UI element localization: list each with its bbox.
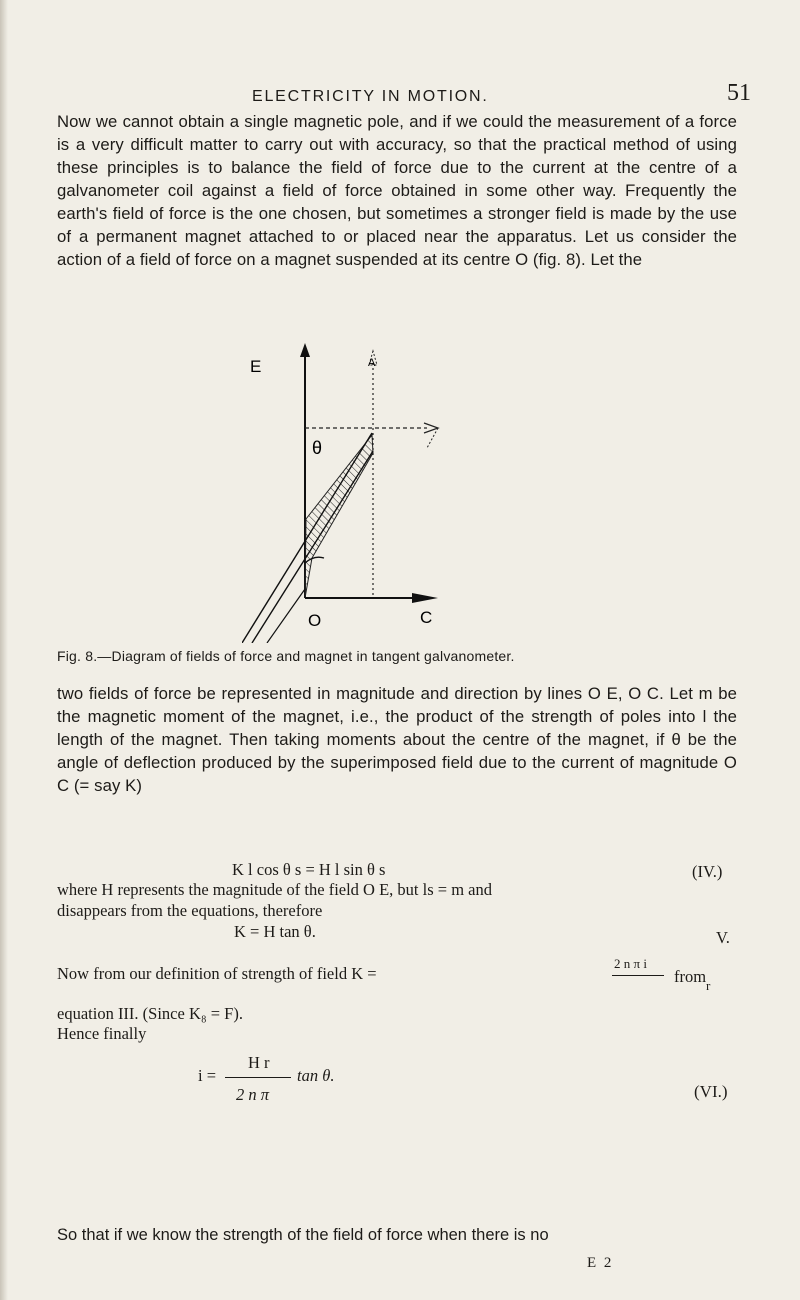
magnet-hatched <box>305 435 373 598</box>
label-theta: θ <box>312 438 323 458</box>
figure-8-diagram <box>242 343 512 643</box>
fraction-k-numerator: 2 n π i <box>614 956 647 971</box>
page-number: 51 <box>727 80 751 106</box>
equation-vi-numerator: H r <box>248 1053 270 1072</box>
running-title: ELECTRICITY IN MOTION. <box>252 88 489 105</box>
arrow-c <box>412 593 438 603</box>
equation-v: K = H tan θ. <box>234 922 316 941</box>
equation-vi-denominator: 2 n π <box>236 1085 270 1104</box>
paragraph-2: two fields of force be represented in magnitude and direction by lines O E, O C. Let m be the magnetic moment of the magnet, i.e., the product of the strength of poles into l the length of the magnet. Then taking moments about the centre of the magnet, if θ be the angle of deflection produced by the superimposed field due to the current of magnitude O C (= say K) <box>57 684 737 795</box>
equation-vi-number: (VI.) <box>694 1082 728 1101</box>
equation-vi-rhs: tan θ. <box>297 1066 335 1085</box>
line-now: Now from our definition of strength of field K = <box>57 964 377 983</box>
paragraph-1: Now we cannot obtain a single magnetic pole, and if we could the measurement of a force is a very difficult matter to carry out with accuracy, so that the practical method of using these principles is to balance the field of force due to the current at the centre of a galvanometer coil against a field of force obtained in some other way. Frequently the earth's field of force is the one chosen, but sometimes a stronger field is made by the use of a permanent magnet attached to or placed near the apparatus. Let us consider the action of a field of force on a magnet suspended at its centre O (fig. 8). Let the <box>57 112 737 269</box>
line-equation-iii: equation III. (Since K₈ = F). <box>57 1004 243 1023</box>
equation-iv: K l cos θ s = H l sin θ s <box>232 860 386 879</box>
label-c: C <box>420 608 433 627</box>
fraction-k-bar <box>612 975 664 976</box>
signature-mark: E 2 <box>587 1255 614 1271</box>
label-e: E <box>250 357 262 376</box>
line-disappears: disappears from the equations, therefore <box>57 901 323 920</box>
arrow-e <box>300 343 310 357</box>
label-a: A <box>368 357 376 369</box>
line-hence: Hence finally <box>57 1024 147 1043</box>
line-now-tail: from <box>674 967 707 986</box>
label-o: O <box>308 611 322 630</box>
fraction-k-denominator: r <box>706 978 711 993</box>
figure-caption: Fig. 8.—Diagram of fields of force and magnet in tangent galvanometer. <box>57 648 515 664</box>
line-where: where H represents the magnitude of the field O E, but ls = m and <box>57 880 492 899</box>
equation-v-number: V. <box>716 928 730 947</box>
equation-vi-bar <box>225 1077 291 1078</box>
page-edge-shadow <box>0 0 8 1300</box>
equation-vi-lhs: i = <box>198 1066 217 1085</box>
line-so-that: So that if we know the strength of the field of force when there is no <box>57 1226 549 1244</box>
equation-iv-number: (IV.) <box>692 862 723 881</box>
